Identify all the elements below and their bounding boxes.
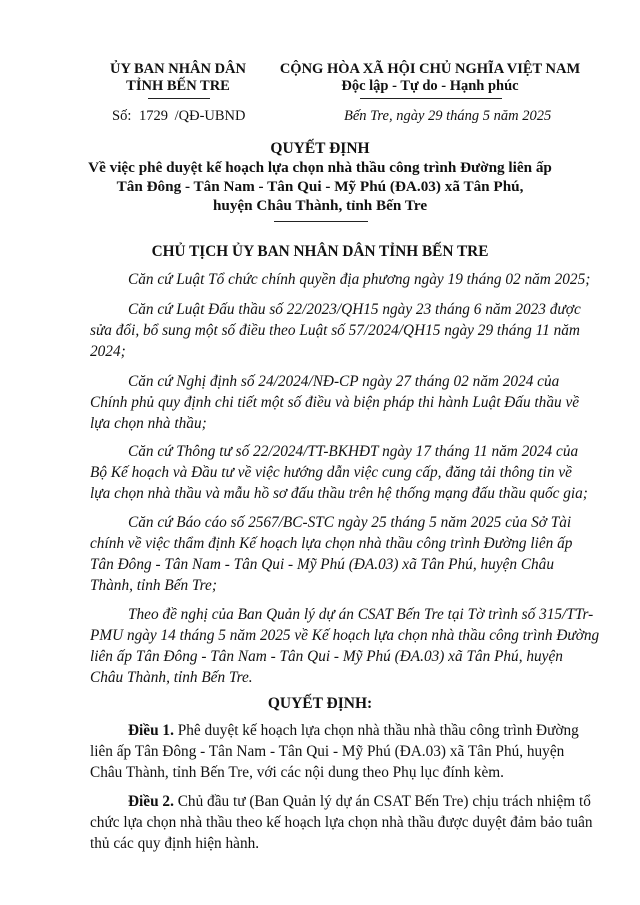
issuing-org-line1: ỦY BAN NHÂN DÂN [109,61,246,77]
document-type-heading: QUYẾT ĐỊNH [270,140,370,157]
authority-heading: CHỦ TỊCH ỦY BAN NHÂN DÂN TỈNH BẾN TRE [151,243,489,260]
doc-no-prefix: Số: [112,108,132,124]
article-1-label: Điều 1. [128,722,174,739]
article-1-line-2: liên ấp Tân Đông - Tân Nam - Tân Qui - Mỹ Phú (ĐA.03) xã Tân Phú, huyện [90,743,565,760]
article-2-line-2: chức lựa chọn nhà thầu theo kế hoạch lựa chọn nhà thầu được duyệt đảm bảo tuân [90,814,593,831]
nation-title: CỘNG HÒA XÃ HỘI CHỦ NGHĨA VIỆT NAM [279,61,581,77]
subject-line-1: Về việc phê duyệt kế hoạch lựa chọn nhà thầu công trình Đường liên ấp [88,159,552,176]
basis-3-line-3: lựa chọn nhà thầu; [90,415,207,432]
basis-6-line-3: liên ấp Tân Đông - Tân Nam - Tân Qui - Mỹ Phú (ĐA.03) xã Tân Phú, huyện [90,648,563,665]
basis-6-line-1: Theo đề nghị của Ban Quản lý dự án CSAT Bến Tre tại Tờ trình số 315/TTr- [128,606,594,623]
basis-1-line-1: Căn cứ Luật Tổ chức chính quyền địa phương ngày 19 tháng 02 năm 2025; [128,271,591,288]
national-motto: Độc lập - Tự do - Hạnh phúc [341,78,519,94]
basis-3-line-1: Căn cứ Nghị định số 24/2024/NĐ-CP ngày 27 tháng 02 năm 2024 của [128,373,560,390]
basis-5-line-3: Tân Đông - Tân Nam - Tân Qui - Mỹ Phú (ĐA.03) xã Tân Phú, huyện Châu [90,556,554,573]
subject-line-3: huyện Châu Thành, tỉnh Bến Tre [212,197,428,214]
issuing-org-line2: TỈNH BẾN TRE [126,78,230,94]
title-underline [274,221,368,222]
basis-2-line-2: sửa đổi, bổ sung một số điều theo Luật số 57/2024/QH15 ngày 29 tháng 11 năm [90,322,580,339]
doc-no-suffix: /QĐ-UBND [174,108,246,124]
doc-no-value: 1729 [138,108,168,124]
basis-6-line-2: PMU ngày 14 tháng 5 năm 2025 về Kế hoạch lựa chọn nhà thầu công trình Đường [90,627,600,644]
basis-2-line-3: 2024; [90,343,126,360]
article-2-label: Điều 2. [128,793,174,810]
basis-2-line-1: Căn cứ Luật Đấu thầu số 22/2023/QH15 ngày 23 tháng 6 năm 2023 được [128,301,581,318]
basis-6-line-4: Châu Thành, tỉnh Bến Tre. [90,669,253,686]
place-date: Bến Tre, ngày 29 tháng 5 năm 2025 [344,108,552,124]
basis-5-line-2: chính về việc thẩm định Kế hoạch lựa chọn nhà thầu công trình Đường liên ấp [90,535,573,552]
motto-underline [360,98,502,99]
subject-line-2: Tân Đông - Tân Nam - Tân Qui - Mỹ Phú (ĐA.03) xã Tân Phú, [116,178,524,195]
basis-5-line-1: Căn cứ Báo cáo số 2567/BC-STC ngày 25 tháng 5 năm 2025 của Sở Tài [128,514,572,531]
article-2-line-1 [128,793,591,811]
decision-heading: QUYẾT ĐỊNH: [267,695,373,712]
article-1-text: Phê duyệt kế hoạch lựa chọn nhà thầu nhà thầu công trình Đường [173,722,579,739]
basis-5-line-4: Thành, tỉnh Bến Tre; [90,577,217,594]
basis-3-line-2: Chính phủ quy định chi tiết một số điều và biện pháp thi hành Luật Đấu thầu về [90,394,580,411]
basis-4-line-2: Bộ Kế hoạch và Đầu tư về việc hướng dẫn việc cung cấp, đăng tải thông tin về [90,464,572,481]
article-1-line-3: Châu Thành, tỉnh Bến Tre, với các nội dung theo Phụ lục đính kèm. [90,764,504,781]
basis-4-line-3: lựa chọn nhà thầu và mẫu hồ sơ đấu thầu trên hệ thống mạng đấu thầu quốc gia; [90,485,588,502]
basis-4-line-1: Căn cứ Thông tư số 22/2024/TT-BKHĐT ngày 17 tháng 11 năm 2024 của [128,443,579,460]
document-number [112,108,245,125]
article-2-text: Chủ đầu tư (Ban Quản lý dự án CSAT Bến Tre) chịu trách nhiệm tổ [173,793,591,810]
org-underline [148,98,210,99]
article-1-line-1 [128,722,579,740]
article-2-line-3: thủ các quy định hiện hành. [90,835,260,852]
